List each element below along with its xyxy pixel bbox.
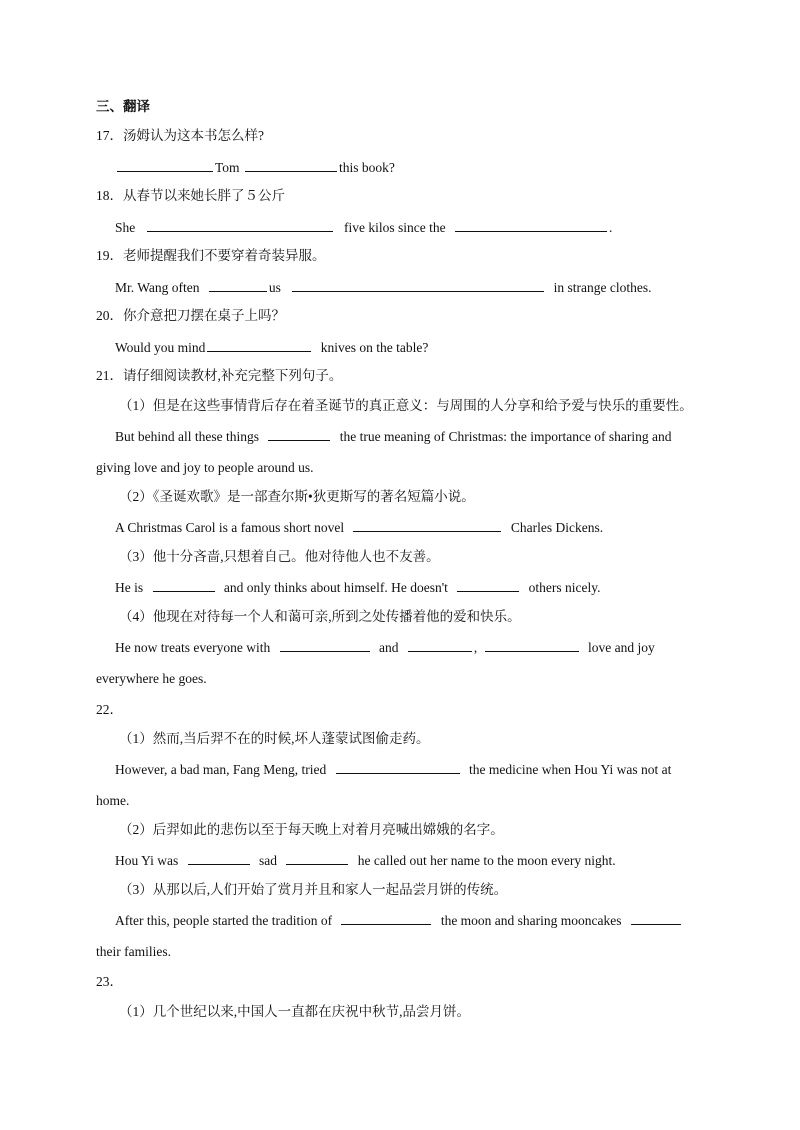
q21-s4-continuation: everywhere he goes. bbox=[96, 671, 207, 686]
q21-s4-text-2: and bbox=[378, 640, 399, 655]
section-title: 三、翻译 bbox=[96, 99, 150, 114]
q17-prompt: 17．汤姆认为这本书怎么样? bbox=[96, 128, 264, 143]
q18-answer-line bbox=[115, 218, 612, 237]
q22-s1-continuation: home. bbox=[96, 793, 130, 808]
q22-s1-text-1: However, a bad man, Fang Meng, tried bbox=[115, 762, 327, 777]
q21-s4-answer-line bbox=[115, 638, 655, 657]
q21-s3-text-3: others nicely. bbox=[528, 580, 601, 595]
q21-s1-text-2: the true meaning of Christmas: the importance of sharing and bbox=[339, 429, 672, 444]
q22-s3-chinese: （3）从那以后,人们开始了赏月并且和家人一起品尝月饼的传统。 bbox=[119, 882, 508, 897]
q22-s1-answer-line bbox=[115, 760, 671, 779]
q19-prompt: 19．老师提醒我们不要穿着奇装异服。 bbox=[96, 248, 326, 263]
q21-s1-continuation: giving love and joy to people around us. bbox=[96, 460, 314, 475]
q20-text-2: knives on the table? bbox=[320, 340, 429, 355]
q21-s4-text-3: , bbox=[473, 640, 478, 655]
q20-prompt: 20．你介意把刀摆在桌子上吗？ bbox=[96, 308, 285, 323]
q19-text-1: Mr. Wang often bbox=[115, 280, 200, 295]
q21-s4-blank-3[interactable] bbox=[485, 638, 579, 652]
q22-s1-chinese: （1）然而,当后羿不在的时候,坏人蓬蒙试图偷走药。 bbox=[119, 731, 430, 746]
q19-blank-1[interactable] bbox=[209, 278, 267, 292]
q21-s1-chinese: （1）但是在这些事情背后存在着圣诞节的真正意义：与周围的人分享和给予爱与快乐的重要性。 bbox=[119, 398, 693, 413]
q20-blank-1[interactable] bbox=[207, 338, 311, 352]
q17-blank-2[interactable] bbox=[245, 158, 337, 172]
q17-text-2: this book? bbox=[338, 160, 395, 175]
q21-s3-text-2: and only thinks about himself. He doesn't bbox=[223, 580, 448, 595]
q22-s2-text-1: Hou Yi was bbox=[115, 853, 179, 868]
q17-blank-1[interactable] bbox=[117, 158, 213, 172]
q20-text-1: Would you mind bbox=[115, 340, 206, 355]
q21-s2-answer-line bbox=[115, 518, 603, 537]
q21-s4-chinese: （4）他现在对待每一个人和蔼可亲,所到之处传播着他的爱和快乐。 bbox=[119, 609, 521, 624]
q22-s3-text-2: the moon and sharing mooncakes bbox=[440, 913, 622, 928]
q22-number: 22． bbox=[96, 702, 123, 717]
q21-s4-text-4: love and joy bbox=[587, 640, 655, 655]
q22-s3-blank-2[interactable] bbox=[631, 911, 681, 925]
q21-s4-blank-2[interactable] bbox=[408, 638, 472, 652]
q21-s2-chinese: （2）《圣诞欢歌》是一部查尔斯•狄更斯写的著名短篇小说。 bbox=[119, 489, 475, 504]
q22-s3-text-1: After this, people started the tradition of bbox=[115, 913, 333, 928]
q22-s3-continuation: their families. bbox=[96, 944, 171, 959]
q21-s4-blank-1[interactable] bbox=[280, 638, 370, 652]
q17-answer-line bbox=[115, 158, 395, 177]
q18-text-2: five kilos since the bbox=[344, 220, 446, 235]
q21-s1-text-1: But behind all these things bbox=[115, 429, 259, 444]
q21-s1-blank-1[interactable] bbox=[268, 427, 330, 441]
q22-s2-answer-line bbox=[115, 851, 616, 870]
q21-s3-blank-1[interactable] bbox=[153, 578, 215, 592]
q21-s2-text-1: A Christmas Carol is a famous short novel bbox=[115, 520, 345, 535]
q22-s1-blank-1[interactable] bbox=[336, 760, 460, 774]
q21-s2-blank-1[interactable] bbox=[353, 518, 501, 532]
q17-text-1: Tom bbox=[215, 160, 240, 175]
q21-s2-text-2: Charles Dickens. bbox=[510, 520, 604, 535]
q21-s3-blank-2[interactable] bbox=[457, 578, 519, 592]
q19-blank-2[interactable] bbox=[292, 278, 544, 292]
q21-s3-chinese: （3）他十分吝啬,只想着自己。他对待他人也不友善。 bbox=[119, 549, 440, 564]
q21-s3-text-1: He is bbox=[115, 580, 144, 595]
q18-text-1: She bbox=[115, 220, 136, 235]
q21-prompt: 21．请仔细阅读教材,补充完整下列句子。 bbox=[96, 368, 343, 383]
q22-s2-text-3: he called out her name to the moon every night. bbox=[357, 853, 616, 868]
q22-s2-blank-2[interactable] bbox=[286, 851, 348, 865]
q23-number: 23． bbox=[96, 974, 123, 989]
q18-blank-2[interactable] bbox=[455, 218, 607, 232]
q18-prompt: 18．从春节以来她长胖了５公斤 bbox=[96, 188, 285, 203]
q19-answer-line bbox=[115, 278, 652, 297]
q21-s3-answer-line bbox=[115, 578, 601, 597]
q22-s2-blank-1[interactable] bbox=[188, 851, 250, 865]
q21-s4-text-1: He now treats everyone with bbox=[115, 640, 271, 655]
q20-answer-line bbox=[115, 338, 428, 357]
q21-s1-answer-line bbox=[115, 427, 672, 446]
q22-s3-blank-1[interactable] bbox=[341, 911, 431, 925]
q23-s1-chinese: （1）几个世纪以来,中国人一直都在庆祝中秋节,品尝月饼。 bbox=[119, 1004, 470, 1019]
q22-s1-text-2: the medicine when Hou Yi was not at bbox=[469, 762, 672, 777]
q22-s2-chinese: （2）后羿如此的悲伤以至于每天晚上对着月亮喊出嫦娥的名字。 bbox=[119, 822, 504, 837]
q18-text-3: . bbox=[608, 220, 613, 235]
q18-blank-1[interactable] bbox=[147, 218, 333, 232]
q19-text-2: us bbox=[268, 280, 281, 295]
q22-s3-answer-line bbox=[115, 911, 683, 930]
q19-text-3: in strange clothes. bbox=[553, 280, 652, 295]
q22-s2-text-2: sad bbox=[259, 853, 277, 868]
